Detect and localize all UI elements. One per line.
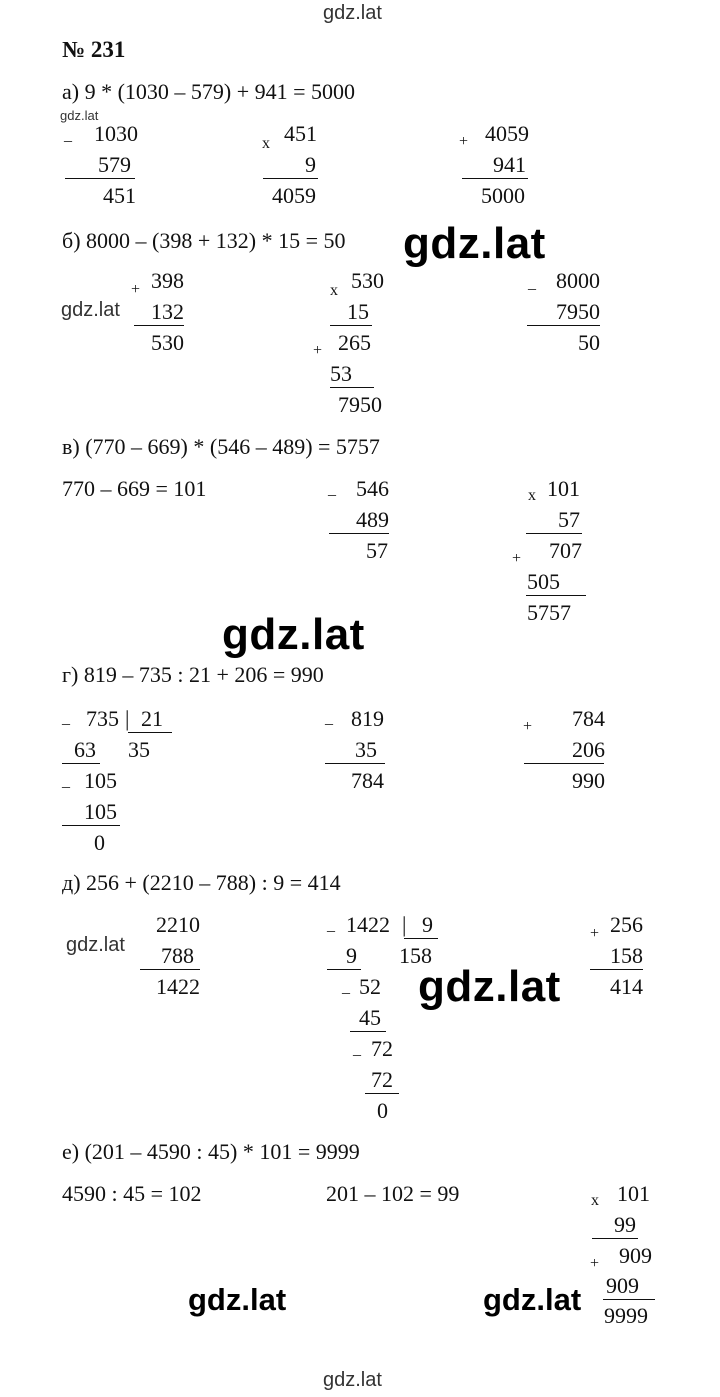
a-sub-result: 451 (103, 183, 136, 208)
d-div-step-3: 72 (371, 1067, 393, 1092)
underline (140, 969, 200, 970)
underline (526, 533, 582, 534)
times-sign: x (262, 135, 270, 152)
d-div-bar: | (402, 912, 407, 937)
plus-sign: + (512, 550, 522, 567)
b-add-second: 132 (151, 299, 184, 324)
d-div-quotient: 158 (399, 943, 432, 968)
b-sub-result: 50 (578, 330, 600, 355)
g-div-step-2: 105 (84, 799, 117, 824)
minus-sign: _ (528, 275, 536, 292)
underline (524, 763, 604, 764)
watermark-large: gdz.lat (403, 219, 546, 268)
minus-sign: _ (325, 710, 333, 727)
g-sub-subtrahend: 35 (355, 737, 377, 762)
d-sub-minuend: 2210 (156, 912, 200, 937)
equation-g: г) 819 – 735 : 21 + 206 = 990 (62, 662, 324, 687)
watermark-small: gdz.lat (60, 108, 99, 123)
g-div-dividend: 735 (86, 706, 119, 731)
d-div-remainder-3: 0 (377, 1098, 388, 1123)
v-sub-subtrahend: 489 (356, 507, 389, 532)
g-div-remainder-2: 0 (94, 830, 105, 855)
watermark-medium: gdz.lat (483, 1282, 582, 1317)
b-sub-subtrahend: 7950 (556, 299, 600, 324)
underline (134, 325, 184, 326)
underline (590, 969, 643, 970)
v-mul-partial-1: 707 (549, 538, 582, 563)
times-sign: x (528, 487, 536, 504)
a-mul-multiplicand: 451 (284, 121, 317, 146)
times-sign: x (330, 282, 338, 299)
minus-sign: _ (353, 1041, 361, 1058)
watermark-large: gdz.lat (222, 610, 365, 659)
d-sub-result: 1422 (156, 974, 200, 999)
g-div-divisor: 21 (141, 706, 163, 731)
underline (62, 763, 100, 764)
d-div-step-2: 45 (359, 1005, 381, 1030)
v-sub-result: 57 (366, 538, 388, 563)
watermark-bottom: gdz.lat (323, 1369, 382, 1391)
e-mul-partial-2: 909 (606, 1273, 639, 1298)
equation-v: в) (770 – 669) * (546 – 489) = 5757 (62, 434, 380, 459)
underline (603, 1299, 655, 1300)
v-mul-multiplier: 57 (558, 507, 580, 532)
e-mul-partial-1: 909 (619, 1243, 652, 1268)
d-add-second: 158 (610, 943, 643, 968)
a-add-first: 4059 (485, 121, 529, 146)
d-div-divisor: 9 (422, 912, 433, 937)
plus-sign: + (590, 925, 600, 942)
g-div-quotient: 35 (128, 737, 150, 762)
b-mul-partial-1: 265 (338, 330, 371, 355)
underline (263, 178, 318, 179)
d-div-remainder-1: 52 (359, 974, 381, 999)
a-mul-multiplier: 9 (305, 152, 316, 177)
b-mul-partial-2: 53 (330, 361, 352, 386)
minus-sign: _ (62, 773, 70, 790)
underline (330, 387, 374, 388)
minus-sign: _ (327, 917, 335, 934)
e-mul-multiplier: 99 (614, 1212, 636, 1237)
d-div-dividend: 1422 (346, 912, 390, 937)
b-mul-multiplier: 15 (347, 299, 369, 324)
g-div-bar: | (125, 706, 130, 731)
underline (462, 178, 528, 179)
d-add-first: 256 (610, 912, 643, 937)
b-mul-multiplicand: 530 (351, 268, 384, 293)
e-mul-result: 9999 (604, 1303, 648, 1328)
underline (526, 595, 586, 596)
d-div-remainder-2: 72 (371, 1036, 393, 1061)
d-div-step-1: 9 (346, 943, 357, 968)
g-sub-result: 784 (351, 768, 384, 793)
times-sign: x (591, 1192, 599, 1209)
a-add-result: 5000 (481, 183, 525, 208)
underline (325, 763, 385, 764)
e-line-2: 201 – 102 = 99 (326, 1181, 460, 1206)
underline (65, 178, 135, 179)
g-div-step-1: 63 (74, 737, 96, 762)
b-mul-result: 7950 (338, 392, 382, 417)
equation-a: а) 9 * (1030 – 579) + 941 = 5000 (62, 79, 356, 104)
g-add-second: 206 (572, 737, 605, 762)
plus-sign: + (523, 718, 533, 735)
underline (327, 969, 361, 970)
g-sub-minuend: 819 (351, 706, 384, 731)
equation-e: е) (201 – 4590 : 45) * 101 = 9999 (62, 1139, 360, 1164)
equation-d: д) 256 + (2210 – 788) : 9 = 414 (62, 870, 341, 895)
watermark-small: gdz.lat (61, 299, 120, 321)
g-div-remainder-1: 105 (84, 768, 117, 793)
b-add-result: 530 (151, 330, 184, 355)
underline (350, 1031, 386, 1032)
v-mul-result: 5757 (527, 600, 571, 625)
watermark-medium: gdz.lat (188, 1282, 287, 1317)
minus-sign: _ (328, 481, 336, 498)
plus-sign: + (459, 133, 469, 150)
equation-b: б) 8000 – (398 + 132) * 15 = 50 (62, 228, 346, 253)
a-mul-result: 4059 (272, 183, 316, 208)
underline (365, 1093, 399, 1094)
b-add-first: 398 (151, 268, 184, 293)
underline (592, 1238, 638, 1239)
underline (329, 533, 389, 534)
underline (62, 825, 120, 826)
v-mul-partial-2: 505 (527, 569, 560, 594)
v-line: 770 – 669 = 101 (62, 476, 207, 501)
d-sub-subtrahend: 788 (161, 943, 194, 968)
d-add-result: 414 (610, 974, 643, 999)
g-add-first: 784 (572, 706, 605, 731)
watermark-large: gdz.lat (418, 962, 561, 1011)
problem-number: № 231 (62, 37, 126, 62)
plus-sign: + (313, 342, 323, 359)
b-sub-minuend: 8000 (556, 268, 600, 293)
e-mul-multiplicand: 101 (617, 1181, 650, 1206)
watermark-small: gdz.lat (66, 934, 125, 956)
a-add-second: 941 (493, 152, 526, 177)
minus-sign: _ (342, 979, 350, 996)
watermark-top: gdz.lat (323, 2, 382, 24)
plus-sign: + (590, 1255, 600, 1272)
g-add-result: 990 (572, 768, 605, 793)
plus-sign: + (131, 281, 141, 298)
underline (330, 325, 372, 326)
a-sub-subtrahend: 579 (98, 152, 131, 177)
underline (128, 732, 172, 733)
underline (404, 938, 438, 939)
a-sub-minuend: 1030 (94, 121, 138, 146)
e-line-1: 4590 : 45 = 102 (62, 1181, 202, 1206)
underline (527, 325, 600, 326)
minus-sign: _ (62, 710, 70, 727)
minus-sign: _ (64, 127, 72, 144)
v-sub-minuend: 546 (356, 476, 389, 501)
v-mul-multiplicand: 101 (547, 476, 580, 501)
